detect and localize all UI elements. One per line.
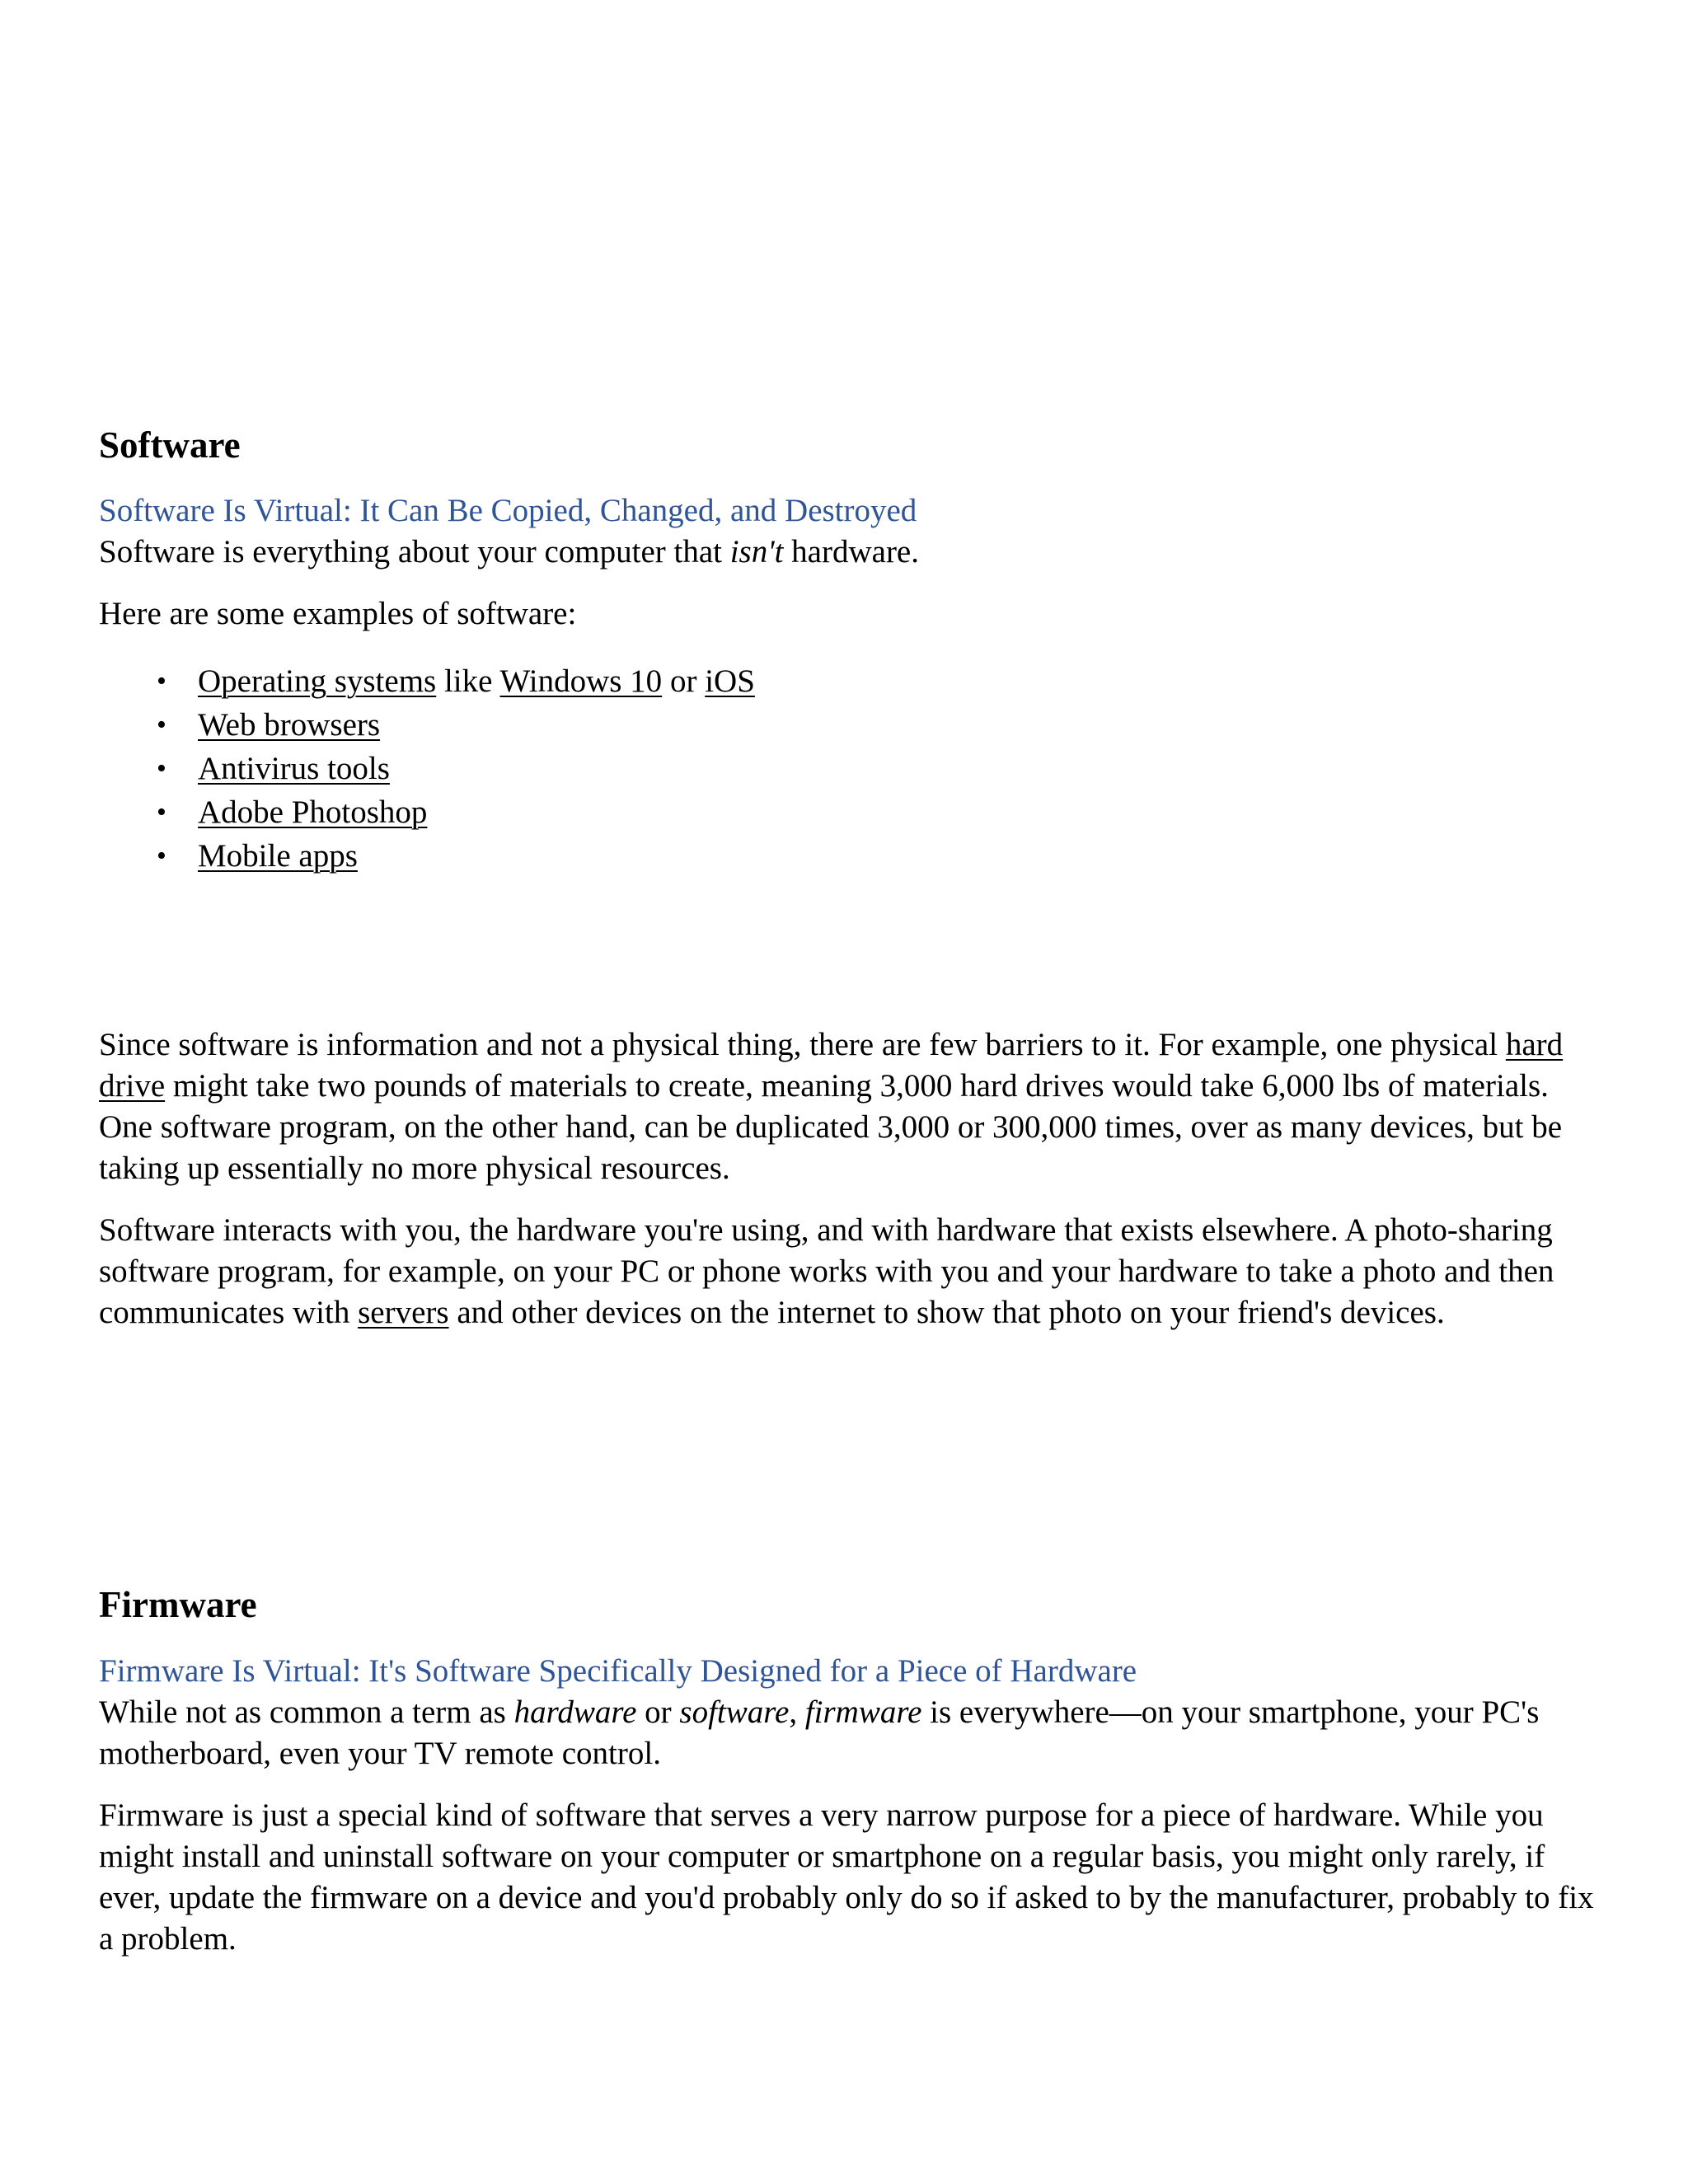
software-subheading-block xyxy=(99,490,1599,532)
firmware-intro-em-firmware: firmware xyxy=(804,1694,922,1730)
software-para2-pre: Software interacts with you, the hardware you're using, and with hardware that exists elsewhere. A photo-sharing software program, for example, on your PC or phone works with you and your hardware to take a photo and then communicates with xyxy=(99,1212,1554,1330)
antivirus-tools-link[interactable]: Antivirus tools xyxy=(198,751,390,786)
bullet-icon: • xyxy=(157,841,166,871)
software-intro-block xyxy=(99,532,1599,573)
list-item-like: like xyxy=(436,663,500,699)
bullet-icon: • xyxy=(157,753,166,784)
operating-systems-link[interactable]: Operating systems xyxy=(198,663,437,699)
firmware-intro-block xyxy=(99,1692,1599,1774)
software-subheading: Software Is Virtual: It Can Be Copied, Changed, and Destroyed xyxy=(99,493,917,528)
software-para2-block xyxy=(99,1210,1599,1333)
bullet-icon: • xyxy=(157,710,166,740)
software-examples-lead: Here are some examples of software: xyxy=(99,596,577,631)
software-heading-block xyxy=(99,423,1599,467)
list-item xyxy=(99,659,1599,703)
bullet-icon: • xyxy=(157,666,166,696)
software-intro xyxy=(99,532,1599,573)
firmware-heading: Firmware xyxy=(99,1584,257,1625)
firmware-intro xyxy=(99,1692,1599,1774)
firmware-para1: Firmware is just a special kind of software that serves a very narrow purpose for a piece of hardware. While you might install and uninstall software on your computer or smartphone on a regular basis, you might only rarely, if ever, update the firmware on a device and you'd probably only do so if asked to by the manufacturer, probably to fix a problem. xyxy=(99,1797,1594,1957)
ios-link[interactable]: iOS xyxy=(705,663,755,699)
list-item xyxy=(99,790,1599,834)
web-browsers-link[interactable]: Web browsers xyxy=(198,707,381,743)
firmware-intro-em-software: software xyxy=(679,1694,790,1730)
servers-link[interactable]: servers xyxy=(358,1295,449,1330)
software-examples-lead-block xyxy=(99,593,1599,635)
software-intro-em: isn't xyxy=(729,534,784,569)
windows-10-link[interactable]: Windows 10 xyxy=(499,663,663,699)
software-intro-pre: Software is everything about your computer that xyxy=(99,534,730,569)
list-item-or: or xyxy=(662,663,706,699)
software-examples-list-block xyxy=(99,659,1599,878)
firmware-intro-post: is everywhere—on your smartphone, your PC's motherboard, even your TV remote control. xyxy=(99,1694,1540,1771)
firmware-intro-or: or xyxy=(636,1694,680,1730)
software-para1-block xyxy=(99,1024,1599,1189)
firmware-para1-block xyxy=(99,1795,1599,1960)
software-para1 xyxy=(99,1024,1599,1189)
firmware-subheading: Firmware Is Virtual: It's Software Specifically Designed for a Piece of Hardware xyxy=(99,1653,1137,1689)
firmware-intro-pre: While not as common a term as xyxy=(99,1694,514,1730)
firmware-intro-comma: , xyxy=(789,1694,805,1730)
firmware-heading-block xyxy=(99,1582,1599,1627)
software-para1-pre: Since software is information and not a physical thing, there are few barriers to it. For example, one physical xyxy=(99,1027,1506,1062)
software-para2 xyxy=(99,1210,1599,1333)
mobile-apps-link[interactable]: Mobile apps xyxy=(198,838,358,874)
list-item xyxy=(99,834,1599,878)
firmware-subheading-block xyxy=(99,1651,1599,1692)
firmware-intro-em-hardware: hardware xyxy=(513,1694,637,1730)
list-item xyxy=(99,703,1599,747)
adobe-photoshop-link[interactable]: Adobe Photoshop xyxy=(198,794,428,830)
hard-drive-link[interactable]: hard drive xyxy=(99,1027,1564,1104)
software-examples-list xyxy=(99,659,1599,878)
software-para1-post: might take two pounds of materials to create, meaning 3,000 hard drives would take 6,000 lbs of materials. One software program, on the other hand, can be duplicated 3,000 or 300,000 times, over as many devices, but be taking up essentially no more physical resources. xyxy=(99,1068,1563,1186)
list-item xyxy=(99,747,1599,790)
software-heading: Software xyxy=(99,424,241,466)
software-para2-post: and other devices on the internet to show that photo on your friend's devices. xyxy=(448,1295,1445,1330)
bullet-icon: • xyxy=(157,797,166,827)
software-intro-post: hardware. xyxy=(783,534,919,569)
